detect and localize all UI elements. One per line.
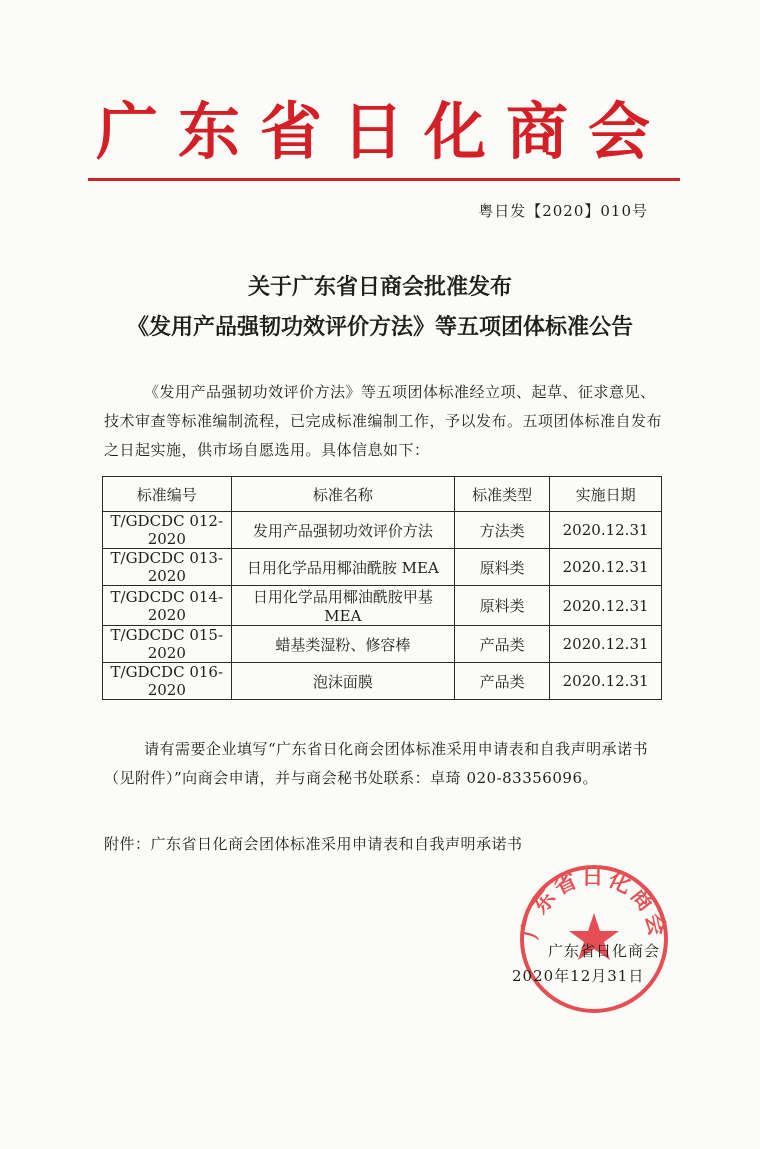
standard-name-cell: 泡沫面膜 (231, 663, 455, 700)
official-seal-stamp (518, 863, 670, 1015)
table-row (103, 626, 662, 663)
effective-date-cell: 2020.12.31 (550, 626, 662, 663)
standard-number-cell: T/GDCDC 014-2020 (103, 586, 232, 626)
standard-number-cell: T/GDCDC 013-2020 (103, 549, 232, 586)
effective-date-cell: 2020.12.31 (550, 549, 662, 586)
effective-date-cell: 2020.12.31 (550, 512, 662, 549)
seal-text: 广东省日化商会 (518, 865, 670, 942)
effective-date-cell: 2020.12.31 (550, 663, 662, 700)
standard-number-cell: T/GDCDC 016-2020 (103, 663, 232, 700)
column-header-standard-number: 标准编号 (103, 477, 232, 512)
announcement-title-line2: 《发用产品强韧功效评价方法》等五项团体标准公告 (126, 314, 633, 340)
table-row (103, 512, 662, 549)
standard-name-cell: 日用化学品用椰油酰胺甲基 MEA (231, 586, 455, 626)
column-header-standard-type: 标准类型 (455, 477, 550, 512)
column-header-effective-date: 实施日期 (550, 477, 662, 512)
document-number: 粤日发【2020】010号 (478, 202, 648, 220)
standard-type-cell: 产品类 (455, 663, 550, 700)
intro-paragraph: 《发用产品强韧功效评价方法》等五项团体标准经立项、起草、征求意见、技术审查等标准编制流程，已完成标准编制工作，予以发布。五项团体标准自发布之日起实施，供市场自愿选用。具体信息如下： (104, 383, 663, 459)
signature-organization: 广东省日化商会 (548, 942, 661, 960)
announcement-title-line1: 关于广东省日商会批准发布 (247, 274, 512, 300)
standard-name-cell: 日用化学品用椰油酰胺 MEA (231, 549, 455, 586)
letterhead-red-rule (88, 178, 680, 181)
standards-table (102, 476, 662, 700)
table-row (103, 586, 662, 626)
standard-type-cell: 原料类 (455, 549, 550, 586)
contact-paragraph: 请有需要企业填写“广东省日化商会团体标准采用申请表和自我声明承诺书（见附件）”向商会申请，并与商会秘书处联系：卓琦 020-83356096。 (104, 740, 649, 787)
table-header-row (103, 477, 662, 512)
standard-name-cell: 发用产品强韧功效评价方法 (231, 512, 455, 549)
effective-date-cell: 2020.12.31 (550, 586, 662, 626)
standard-type-cell: 产品类 (455, 626, 550, 663)
signature-date: 2020年12月31日 (512, 967, 645, 985)
standard-number-cell: T/GDCDC 012-2020 (103, 512, 232, 549)
column-header-standard-name: 标准名称 (231, 477, 455, 512)
standard-type-cell: 方法类 (455, 512, 550, 549)
standard-name-cell: 蜡基类湿粉、修容棒 (231, 626, 455, 663)
table-row (103, 549, 662, 586)
standard-number-cell: T/GDCDC 015-2020 (103, 626, 232, 663)
org-letterhead-title: 广东省日化商会 (95, 95, 670, 168)
standard-type-cell: 原料类 (455, 586, 550, 626)
attachment-note: 附件：广东省日化商会团体标准采用申请表和自我声明承诺书 (104, 835, 523, 853)
table-row (103, 663, 662, 700)
